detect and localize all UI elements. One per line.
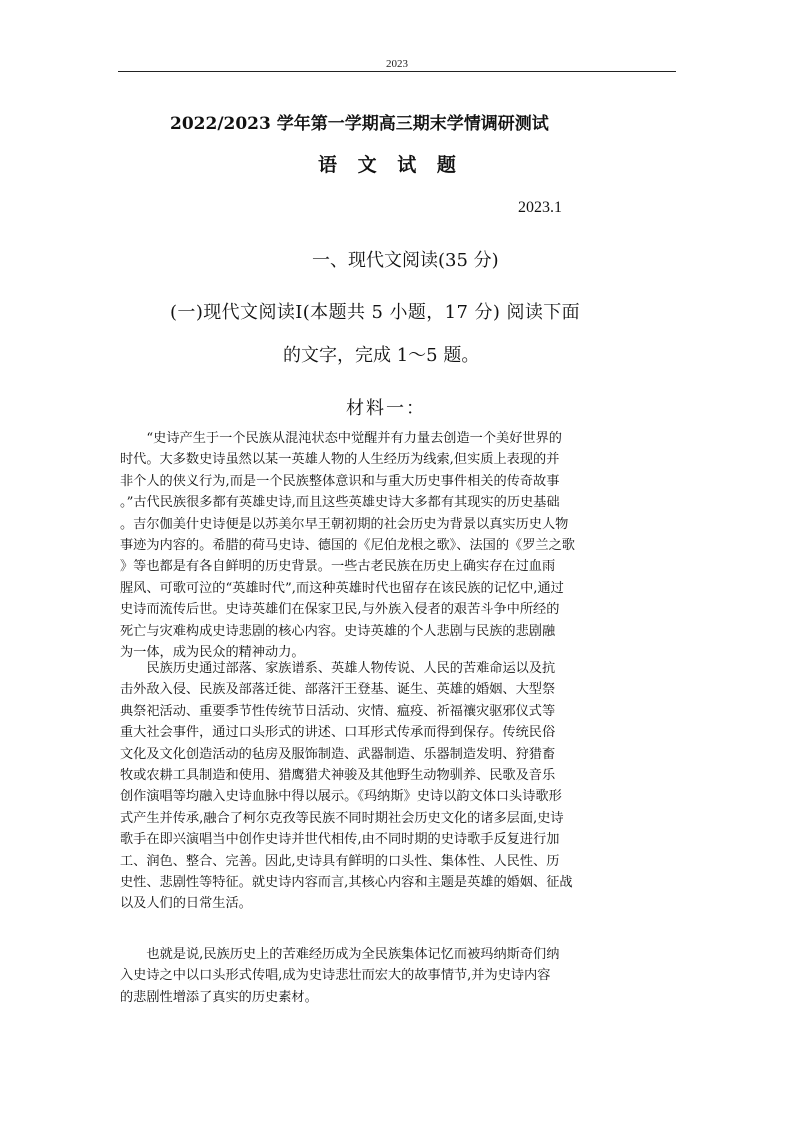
passage-line: 典祭祀活动、重要季节性传统节日活动、灾情、瘟疫、祈福禳灾驱邪仪式等 xyxy=(120,703,556,719)
passage-line: 事迹为内容的。希腊的荷马史诗、德国的《尼伯龙根之歌》、法国的《罗兰之歌 xyxy=(120,538,575,554)
passage-line: 也就是说,民族历史上的苦难经历成为全民族集体记忆而被玛纳斯奇们纳 xyxy=(146,947,560,962)
passage-line: 创作演唱等均融入史诗血脉中得以展示。《玛纳斯》史诗以韵文体口头诗歌形 xyxy=(120,789,562,805)
exam-title: 2022/2023 学年第一学期高三期末学情调研测试 xyxy=(170,114,549,134)
sub-heading-line-1: (一)现代文阅读Ⅰ(本题共 5 小题，17 分) 阅读下面 xyxy=(170,302,581,323)
material-label: 材料一： xyxy=(346,398,426,419)
passage-line: 。”古代民族很多都有英雄史诗,而且这些英雄史诗大多都有其现实的历史基础 xyxy=(120,495,560,511)
passage-paragraph-3 xyxy=(120,944,680,1008)
header-year: 2023 xyxy=(386,58,408,70)
passage-line: 工、润色、整合、完善。因此,史诗具有鲜明的口头性、集体性、人民性、历 xyxy=(120,853,560,869)
passage-line: 入史诗之中以口头形式传唱,成为史诗悲壮而宏大的故事情节,并为史诗内容 xyxy=(120,968,551,984)
passage-line: 牧或农耕工具制造和使用、猎鹰猎犬神骏及其他野生动物驯养、民歌及音乐 xyxy=(120,768,556,784)
passage-paragraph-1 xyxy=(120,428,680,663)
header-divider xyxy=(118,71,676,72)
passage-line: 腥风、可歌可泣的“英雄时代”,而这种英雄时代也留存在该民族的记忆中,通过 xyxy=(120,580,564,596)
passage-line: 的悲剧性增添了真实的历史素材。 xyxy=(120,989,318,1005)
passage-line: 死亡与灾难构成史诗悲剧的核心内容。史诗英雄的个人悲剧与民族的悲剧融 xyxy=(120,623,556,639)
passage-line: 非个人的侠义行为,而是一个民族整体意识和与重大历史事件相关的传奇故事 xyxy=(120,473,560,489)
passage-line: 重大社会事件，通过口头形式的讲述、口耳形式传承而得到保存。传统民俗 xyxy=(120,725,556,741)
passage-line: 为一体，成为民众的精神动力。 xyxy=(120,645,305,661)
passage-paragraph-2 xyxy=(120,658,680,915)
passage-line: 》等也都是有各自鲜明的历史背景。一些古老民族在历史上确实存在过血雨 xyxy=(120,559,556,575)
section-heading: 一、现代文阅读(35 分) xyxy=(312,250,499,271)
passage-line: 。吉尔伽美什史诗便是以苏美尔早王朝初期的社会历史为背景以真实历史人物 xyxy=(120,516,569,532)
passage-line: 时代。大多数史诗虽然以某一英雄人物的人生经历为线索,但实质上表现的并 xyxy=(120,452,560,468)
passage-line: 以及人们的日常生活。 xyxy=(120,896,252,912)
passage-line: 史性、悲剧性等特征。就史诗内容而言,其核心内容和主题是英雄的婚姻、征战 xyxy=(120,875,573,891)
sub-heading-line-2: 的文字，完成 1～5 题。 xyxy=(283,345,480,366)
passage-line: 民族历史通过部落、家族谱系、英雄人物传说、人民的苦难命运以及抗 xyxy=(146,661,556,676)
passage-line: 击外敌入侵、民族及部落迁徙、部落汗王登基、诞生、英雄的婚姻、大型祭 xyxy=(120,682,556,698)
exam-date: 2023.1 xyxy=(518,199,562,216)
subject-title: 语 文 试 题 xyxy=(318,154,463,176)
passage-line: 歌手在即兴演唱当中创作史诗并世代相传,由不同时期的史诗歌手反复进行加 xyxy=(120,832,560,848)
passage-line: 文化及文化创造活动的毡房及服饰制造、武器制造、乐器制造发明、狩猎畜 xyxy=(120,746,556,762)
passage-line: “史诗产生于一个民族从混沌状态中觉醒并有力量去创造一个美好世界的 xyxy=(146,431,562,446)
passage-line: 式产生并传承,融合了柯尔克孜等民族不同时期社会历史文化的诸多层面,史诗 xyxy=(120,810,564,826)
passage-line: 史诗而流传后世。史诗英雄们在保家卫民,与外族入侵者的艰苦斗争中所经的 xyxy=(120,602,560,618)
